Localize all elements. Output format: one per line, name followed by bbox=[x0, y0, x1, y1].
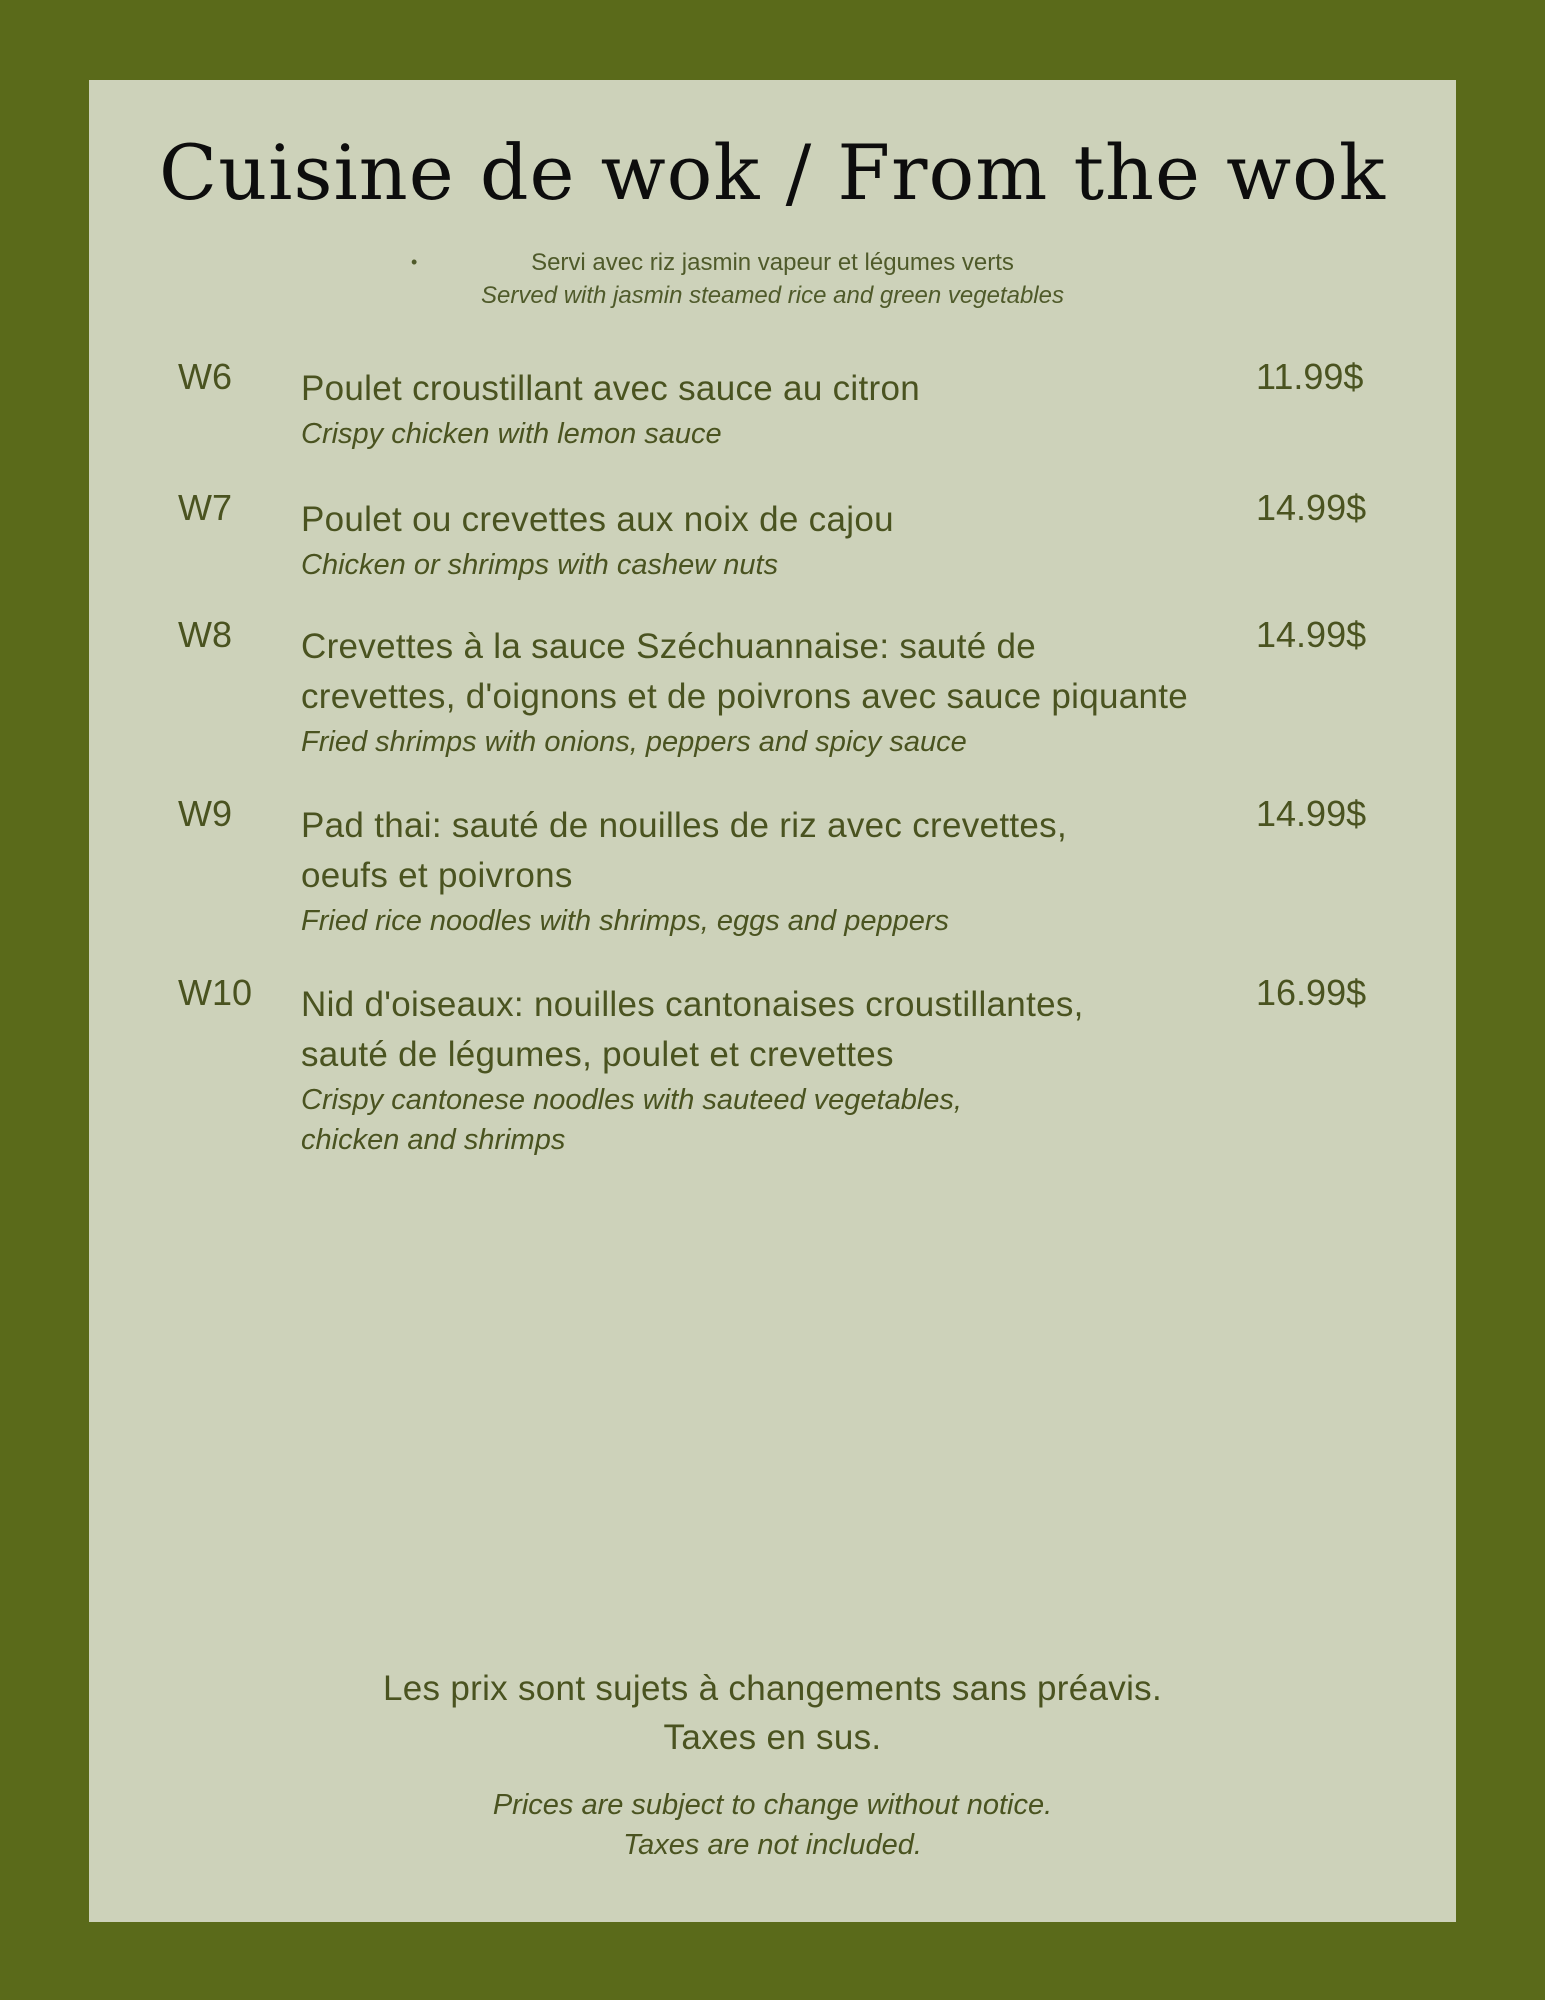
item-name-en: Fried rice noodles with shrimps, eggs and peppers bbox=[301, 905, 949, 937]
footer-line: Prices are subject to change without notice. bbox=[492, 1789, 1053, 1821]
item-name-fr: Pad thai: sauté de nouilles de riz avec crevettes, bbox=[301, 806, 1067, 845]
item-price: 16.99$ bbox=[1256, 972, 1367, 1013]
item-name-en: Crispy cantonese noodles with sauteed vegetables, bbox=[301, 1084, 962, 1116]
item-name-fr: Nid d'oiseaux: nouilles cantonaises croustillantes, bbox=[301, 985, 1084, 1024]
footer-notice-fr bbox=[0, 1664, 1545, 1762]
item-name-en: Chicken or shrimps with cashew nuts bbox=[301, 549, 779, 581]
page-title: Cuisine de wok / From the wok bbox=[159, 128, 1386, 217]
item-description bbox=[301, 801, 1281, 941]
item-name-en: chicken and shrimps bbox=[301, 1124, 566, 1156]
item-name-fr: Poulet croustillant avec sauce au citron bbox=[301, 369, 920, 408]
footer-line: Taxes en sus. bbox=[663, 1718, 882, 1757]
footer-line: Les prix sont sujets à changements sans préavis. bbox=[383, 1669, 1162, 1708]
item-code: W6 bbox=[178, 356, 232, 397]
item-name-en: Fried shrimps with onions, peppers and spicy sauce bbox=[301, 726, 967, 758]
item-description bbox=[301, 364, 1281, 454]
item-description bbox=[301, 495, 1281, 585]
item-name-fr: oeufs et poivrons bbox=[301, 856, 573, 895]
menu-subtitle bbox=[0, 246, 1545, 312]
item-code: W10 bbox=[178, 972, 253, 1013]
footer-notice-en bbox=[0, 1785, 1545, 1865]
item-code: W7 bbox=[178, 487, 232, 528]
item-price: 11.99$ bbox=[1256, 356, 1364, 397]
item-description bbox=[301, 622, 1421, 762]
footer-line: Taxes are not included. bbox=[623, 1829, 922, 1861]
item-price: 14.99$ bbox=[1256, 614, 1367, 655]
item-name-fr: sauté de légumes, poulet et crevettes bbox=[301, 1035, 894, 1074]
item-price: 14.99$ bbox=[1256, 487, 1367, 528]
subtitle-en: Served with jasmin steamed rice and green vegetables bbox=[481, 282, 1064, 309]
item-name-fr: Crevettes à la sauce Széchuannaise: sauté de bbox=[301, 627, 1037, 666]
item-code: W9 bbox=[178, 793, 232, 834]
subtitle-fr: Servi avec riz jasmin vapeur et légumes verts bbox=[531, 249, 1014, 276]
item-description bbox=[301, 980, 1281, 1160]
item-name-fr: crevettes, d'oignons et de poivrons avec sauce piquante bbox=[301, 677, 1189, 716]
item-name-en: Crispy chicken with lemon sauce bbox=[301, 418, 722, 450]
item-code: W8 bbox=[178, 614, 232, 655]
bullet-icon: • bbox=[411, 252, 418, 272]
item-price: 14.99$ bbox=[1256, 793, 1367, 834]
item-name-fr: Poulet ou crevettes aux noix de cajou bbox=[301, 500, 894, 539]
